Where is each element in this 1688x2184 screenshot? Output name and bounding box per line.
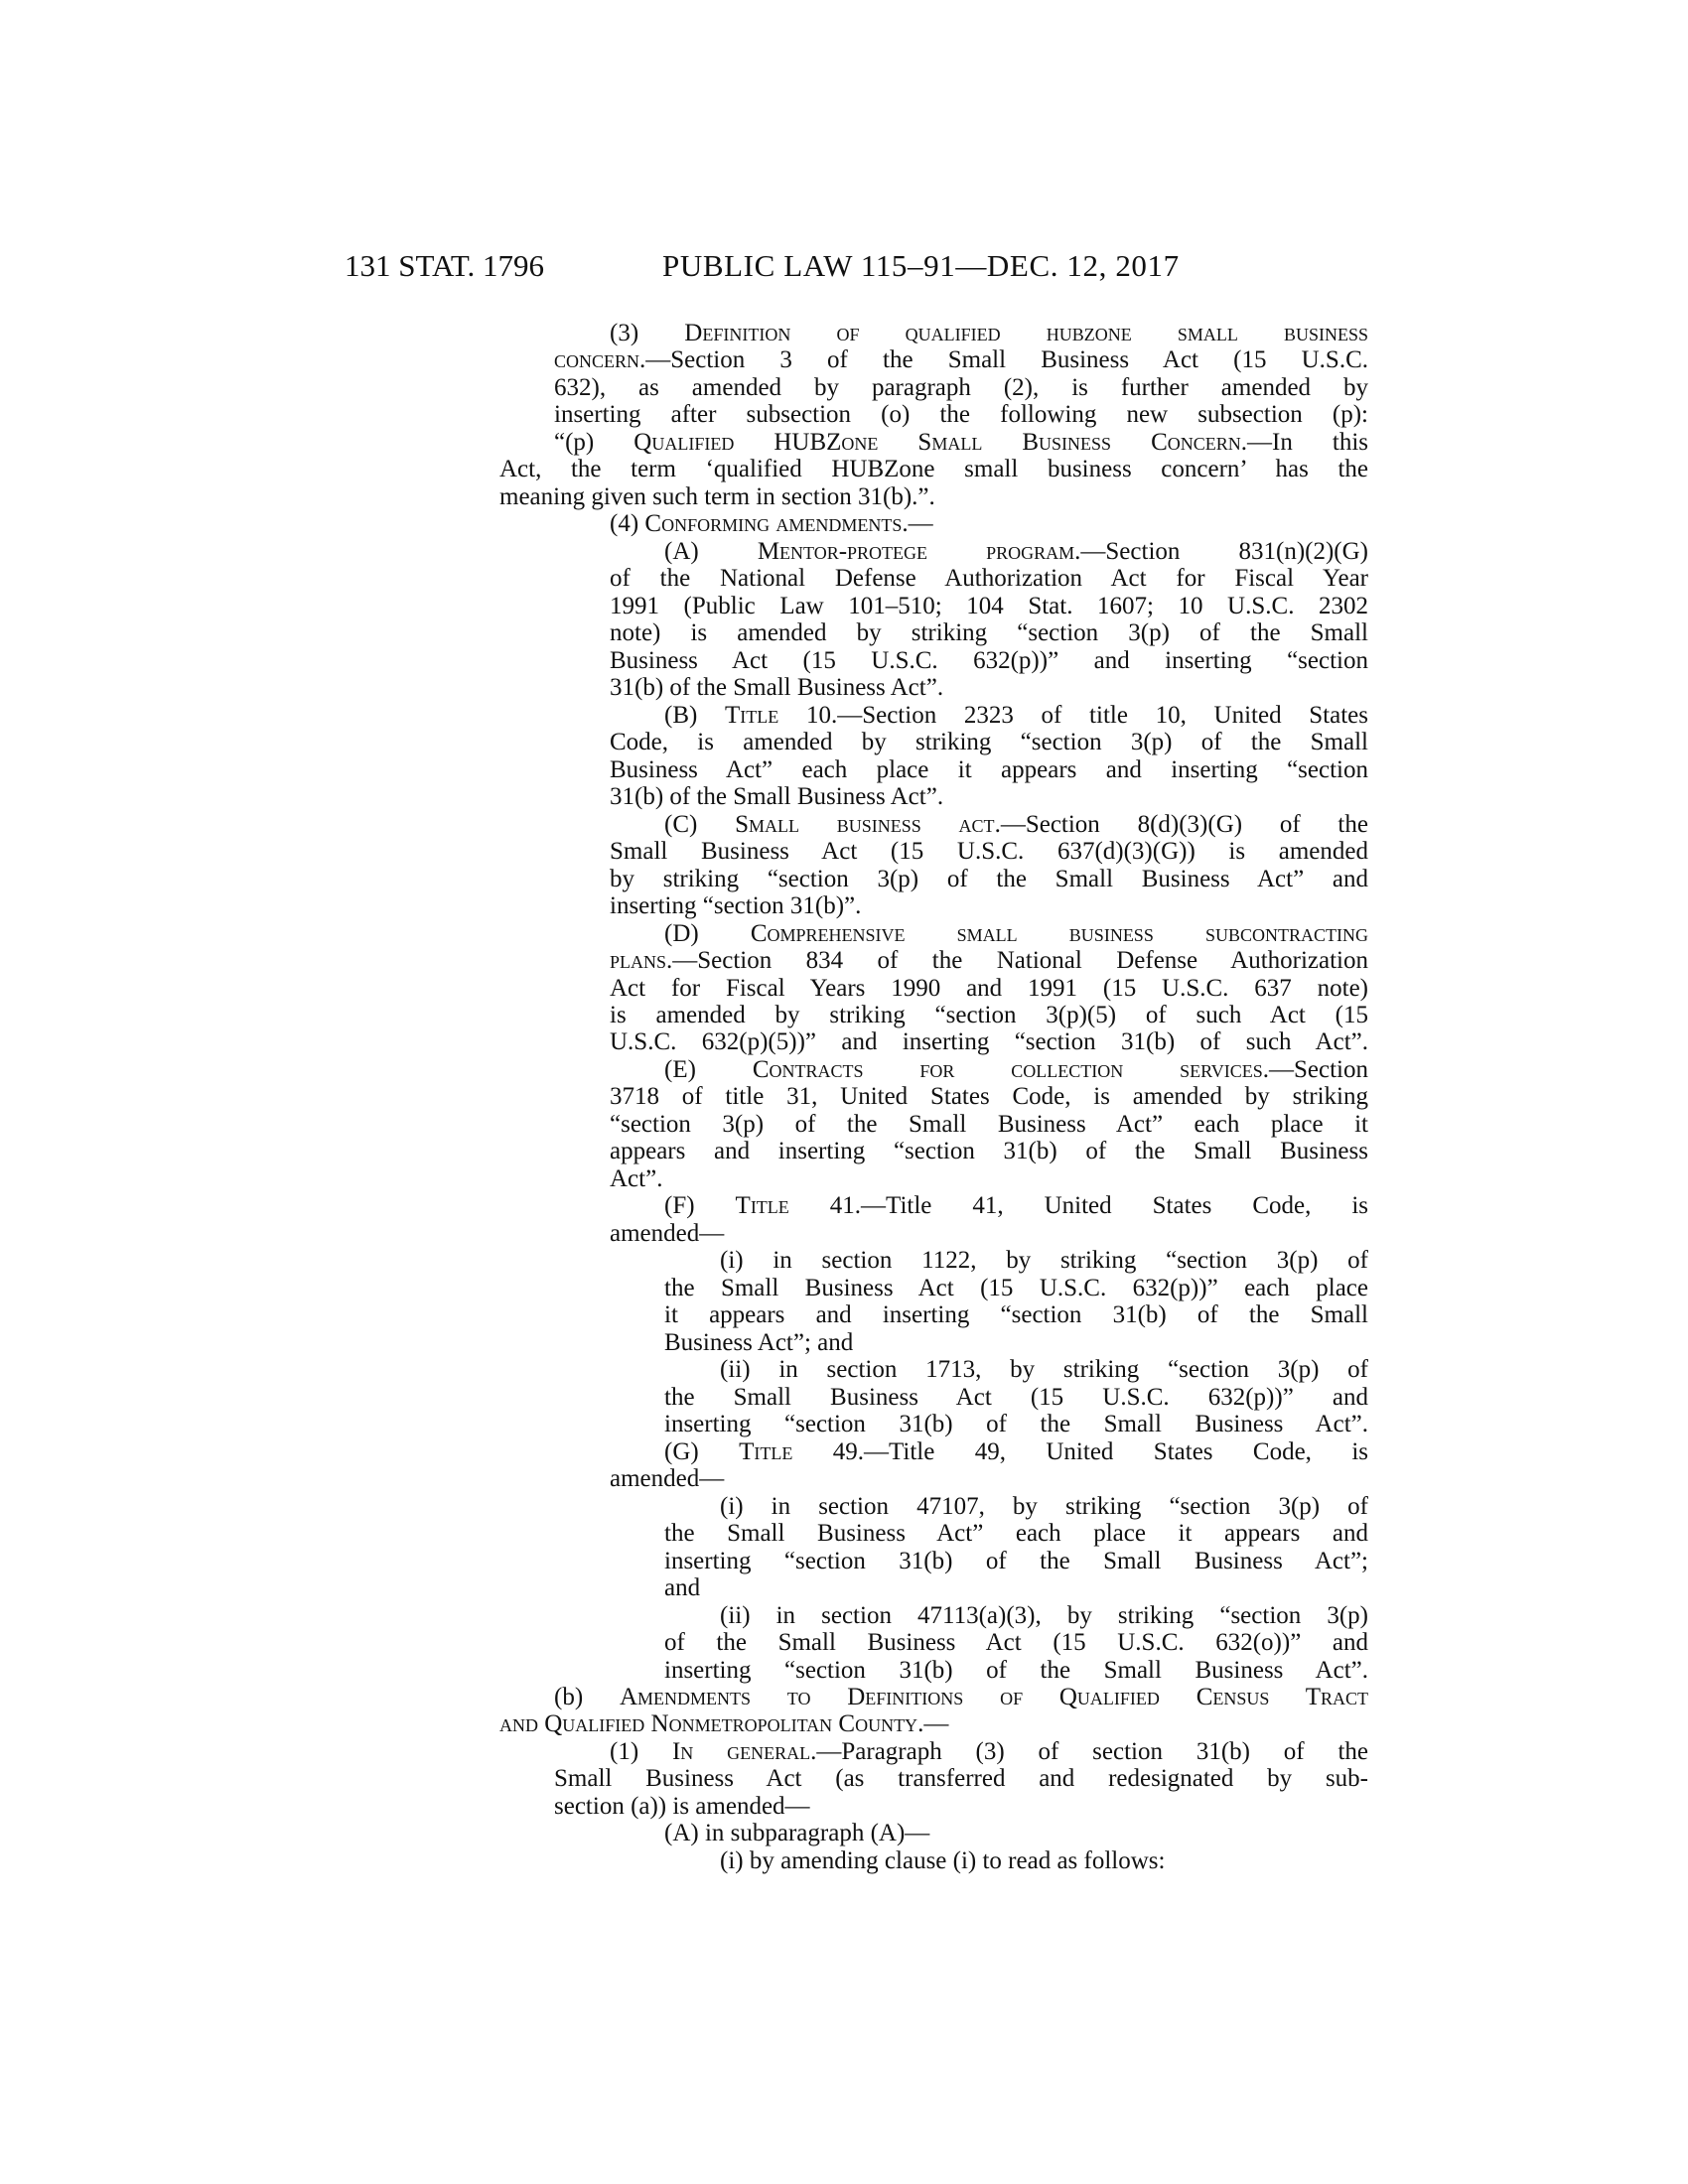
- text-line: [554, 1765, 1368, 1792]
- small-caps-heading: Title 41: [735, 1192, 855, 1220]
- text-line: [610, 1111, 1368, 1138]
- text-segment: (A) in subparagraph (A)—: [664, 1820, 930, 1847]
- text-segment: is amended by striking “section 3(p)(5) of such Act (15: [610, 1002, 1368, 1028]
- text-segment: and: [664, 1574, 701, 1602]
- small-caps-heading: Title 10: [725, 701, 831, 729]
- text-line: [610, 1165, 1368, 1192]
- text-segment: it appears and inserting “section 31(b) of the Small: [664, 1301, 1368, 1329]
- text-line: [499, 483, 1368, 510]
- text-line: [610, 1028, 1368, 1055]
- text-line: [499, 1710, 1368, 1737]
- small-caps-heading: Small business act: [735, 810, 995, 838]
- text-segment: inserting “section 31(b)”.: [610, 892, 862, 920]
- text-line: [664, 1301, 1368, 1328]
- text-segment: (A): [664, 537, 758, 565]
- text-line: [664, 1192, 1368, 1219]
- text-line: [610, 1138, 1368, 1164]
- text-segment: the Small Business Act (15 U.S.C. 632(p))” and: [664, 1383, 1368, 1411]
- text-line: [610, 866, 1368, 892]
- text-line: [610, 593, 1368, 619]
- small-caps-heading: concern: [554, 346, 640, 374]
- text-segment: inserting “section 31(b) of the Small Business Act”.: [664, 1656, 1368, 1684]
- text-line: [664, 1329, 1368, 1356]
- text-segment: .—Section 3 of the Small Business Act (15 U.S.C.: [639, 346, 1368, 374]
- text-segment: .—Section 8(d)(3)(G) of the: [994, 810, 1368, 838]
- text-line: [610, 892, 1368, 919]
- text-line: [664, 920, 1368, 947]
- small-caps-heading: Contracts for collection services: [752, 1055, 1263, 1083]
- text-segment: (i) in section 47107, by striking “section 3(p) of: [720, 1492, 1368, 1520]
- text-segment: .—Title 49, United States Code, is: [857, 1437, 1368, 1465]
- text-line: [610, 510, 1368, 537]
- text-line: [720, 1247, 1368, 1274]
- text-segment: .—: [902, 510, 933, 538]
- text-segment: the Small Business Act (15 U.S.C. 632(p))” each place: [664, 1274, 1368, 1301]
- text-segment: of the Small Business Act (15 U.S.C. 632(o))” and: [664, 1629, 1368, 1657]
- text-line: [554, 374, 1368, 401]
- text-segment: .—Section 2323 of title 10, United States: [830, 701, 1368, 729]
- text-segment: (4): [610, 510, 645, 538]
- text-line: [610, 1002, 1368, 1028]
- text-segment: Act, the term ‘qualified HUBZone small business concern’ has the: [499, 456, 1368, 483]
- text-segment: (b): [554, 1684, 620, 1710]
- text-segment: Small Business Act (15 U.S.C. 637(d)(3)(G)) is amended: [610, 838, 1368, 866]
- text-line: [554, 429, 1368, 456]
- text-segment: appears and inserting “section 31(b) of the Small Business: [610, 1138, 1368, 1165]
- small-caps-heading: Title 49: [739, 1437, 858, 1465]
- text-segment: (B): [664, 701, 726, 729]
- text-segment: (3): [610, 320, 685, 346]
- text-line: [610, 1220, 1368, 1247]
- text-line: [720, 1602, 1368, 1629]
- text-segment: .—In this: [1240, 428, 1368, 456]
- small-caps-heading: Amendments to Definitions of Qualified Census Tract: [619, 1684, 1368, 1710]
- small-caps-heading: Qualified HUBZone Small Business Concern: [633, 428, 1241, 456]
- text-line: [610, 783, 1368, 810]
- text-line: [664, 1548, 1368, 1574]
- text-line: [664, 1056, 1368, 1083]
- text-segment: Business Act (15 U.S.C. 632(p))” and inserting “section: [610, 646, 1368, 674]
- text-line: [664, 1275, 1368, 1301]
- text-segment: inserting after subsection (o) the following new subsection (p):: [554, 401, 1368, 429]
- text-line: [610, 838, 1368, 865]
- text-segment: amended—: [610, 1219, 725, 1247]
- text-line: [664, 811, 1368, 838]
- text-line: [664, 702, 1368, 729]
- text-segment: 1991 (Public Law 101–510; 104 Stat. 1607; 10 U.S.C. 2302: [610, 592, 1368, 619]
- text-line: [664, 1411, 1368, 1437]
- text-segment: (D): [664, 919, 751, 947]
- text-line: [610, 619, 1368, 646]
- text-line: [610, 947, 1368, 974]
- text-line: [610, 1465, 1368, 1492]
- text-segment: (1): [610, 1737, 672, 1765]
- text-segment: .—Section 834 of the National Defense Authorization: [666, 947, 1368, 975]
- text-segment: section (a)) is amended—: [554, 1792, 810, 1820]
- text-segment: 31(b) of the Small Business Act”.: [610, 674, 944, 702]
- small-caps-heading: and Qualified Nonmetropolitan County: [499, 1710, 918, 1738]
- text-line: [664, 1574, 1368, 1601]
- text-segment: .—Section: [1262, 1055, 1368, 1083]
- text-line: [664, 1629, 1368, 1656]
- text-segment: (i) in section 1122, by striking “section 3(p) of: [720, 1247, 1368, 1275]
- text-segment: “(p): [554, 428, 634, 456]
- text-segment: (ii) in section 47113(a)(3), by striking “section 3(p): [720, 1601, 1368, 1629]
- text-line: [720, 1493, 1368, 1520]
- small-caps-heading: Definition of qualified hubzone small business: [684, 320, 1368, 346]
- text-segment: the Small Business Act” each place it appears and: [664, 1520, 1368, 1548]
- text-line: [554, 1684, 1368, 1710]
- text-line: [720, 1847, 1368, 1874]
- text-line: [554, 346, 1368, 373]
- text-line: [610, 674, 1368, 701]
- text-segment: U.S.C. 632(p)(5))” and inserting “section 31(b) of such Act”.: [610, 1028, 1368, 1056]
- text-segment: Act”.: [610, 1164, 663, 1192]
- small-caps-heading: In general: [671, 1737, 811, 1765]
- text-line: [554, 1793, 1368, 1820]
- text-segment: amended—: [610, 1465, 725, 1493]
- text-segment: 3718 of title 31, United States Code, is amended by striking: [610, 1083, 1368, 1111]
- text-line: [610, 647, 1368, 674]
- text-segment: .—: [917, 1710, 949, 1738]
- text-segment: (ii) in section 1713, by striking “section 3(p) of: [720, 1356, 1368, 1384]
- page-stat-reference: 131 STAT. 1796: [345, 248, 545, 283]
- text-line: [499, 456, 1368, 482]
- text-segment: (i) by amending clause (i) to read as follows:: [720, 1846, 1166, 1874]
- small-caps-heading: Comprehensive small business subcontracting: [750, 919, 1368, 947]
- text-line: [610, 1083, 1368, 1110]
- text-line: [664, 1520, 1368, 1547]
- text-segment: Small Business Act (as transferred and redesignated by sub-: [554, 1765, 1368, 1793]
- small-caps-heading: Conforming amendments: [644, 510, 903, 538]
- text-segment: “section 3(p) of the Small Business Act” each place it: [610, 1110, 1368, 1138]
- text-segment: Business Act” each place it appears and inserting “section: [610, 755, 1368, 783]
- text-segment: inserting “section 31(b) of the Small Business Act”.: [664, 1411, 1368, 1438]
- text-segment: (C): [664, 810, 736, 838]
- text-segment: Act for Fiscal Years 1990 and 1991 (15 U.S.C. 637 note): [610, 974, 1368, 1002]
- text-line: [610, 1738, 1368, 1765]
- text-line: [664, 1438, 1368, 1465]
- text-segment: inserting “section 31(b) of the Small Business Act”;: [664, 1547, 1368, 1574]
- text-segment: note) is amended by striking “section 3(p) of the Small: [610, 619, 1368, 647]
- text-line: [610, 756, 1368, 783]
- text-segment: (F): [664, 1192, 736, 1220]
- text-line: [610, 729, 1368, 755]
- text-segment: Code, is amended by striking “section 3(p) of the Small: [610, 729, 1368, 756]
- text-line: [610, 975, 1368, 1002]
- text-line: [664, 1657, 1368, 1684]
- text-segment: 31(b) of the Small Business Act”.: [610, 783, 944, 811]
- text-segment: meaning given such term in section 31(b).”.: [499, 482, 935, 510]
- text-segment: .—Paragraph (3) of section 31(b) of the: [810, 1737, 1368, 1765]
- text-segment: .—Title 41, United States Code, is: [854, 1192, 1368, 1220]
- text-segment: Business Act”; and: [664, 1328, 854, 1356]
- text-line: [720, 1356, 1368, 1383]
- text-segment: 632), as amended by paragraph (2), is further amended by: [554, 373, 1368, 401]
- text-line: [664, 1820, 1368, 1846]
- small-caps-heading: Mentor-protege program: [757, 537, 1075, 565]
- text-line: [610, 565, 1368, 592]
- text-line: [610, 320, 1368, 346]
- small-caps-heading: plans: [610, 947, 667, 975]
- text-line: [554, 401, 1368, 428]
- text-segment: of the National Defense Authorization Act for Fiscal Year: [610, 565, 1368, 593]
- running-header-title: PUBLIC LAW 115–91—DEC. 12, 2017: [662, 248, 1180, 283]
- text-segment: (G): [664, 1437, 740, 1465]
- text-segment: (E): [664, 1055, 753, 1083]
- text-segment: .—Section 831(n)(2)(G): [1074, 537, 1368, 565]
- text-line: [664, 1384, 1368, 1411]
- text-segment: by striking “section 3(p) of the Small Business Act” and: [610, 865, 1368, 892]
- text-line: [664, 538, 1368, 565]
